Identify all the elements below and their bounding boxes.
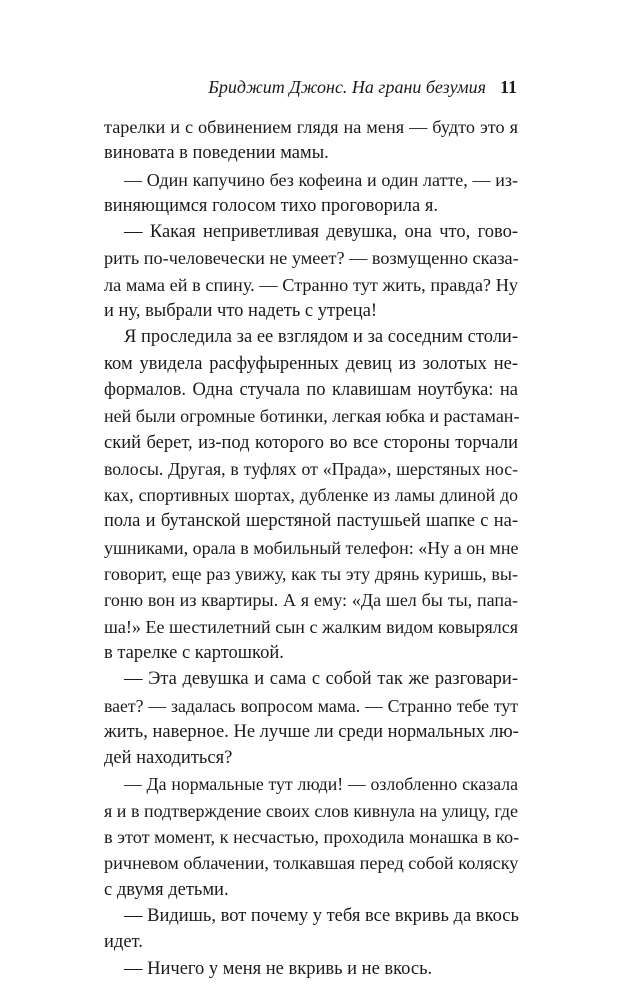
text-line: ский берет, из-под которого во все стороны торчали [104, 432, 518, 453]
body-text [104, 114, 518, 982]
text-line: ла мама ей в спину. — Странно тут жить, правда? Ну [104, 274, 518, 295]
text-line: — Видишь, вот почему у тебя все вкривь да вкось [124, 905, 519, 926]
page-number: 11 [499, 77, 517, 97]
text-line: в тарелке с картошкой. [104, 642, 284, 663]
text-line: ках, спортивных шортах, дубленке из ламы длиной до [104, 485, 518, 506]
text-line: ричневом облачении, толкавшая перед собой коляску [104, 853, 519, 874]
text-line: виняющимся голосом тихо проговорила я. [104, 195, 438, 216]
text-line: вает? — задалась вопросом мама. — Странно тебе тут [104, 695, 518, 716]
text-line: — Один капучино без кофеина и один латте, — из- [124, 169, 518, 190]
text-line: рить по-человечески не умеет? — возмущенно сказа- [104, 248, 519, 269]
text-line: ушниками, орала в мобильный телефон: «Ну а он мне [104, 537, 519, 558]
text-line: с двумя детьми. [104, 879, 229, 900]
text-line: в этот момент, к несчастью, проходила монашка в ко- [104, 827, 520, 848]
text-line: я и в подтверждение своих слов кивнула на улицу, где [104, 800, 518, 821]
text-line: Я проследила за ее взглядом и за соседним столи- [124, 327, 518, 348]
text-line: — Какая неприветливая девушка, она что, гово- [124, 222, 518, 243]
running-title: Бриджит Джонс. На грани безумия [208, 77, 486, 97]
text-line: формалов. Одна стучала по клавишам ноутбука: на [104, 379, 518, 400]
text-line: ша!» Ее шестилетний сын с жалким видом ковырялся [104, 616, 518, 637]
text-line: ком увидела расфуфыренных девиц из золотых не- [104, 353, 518, 374]
text-line: идет. [104, 932, 143, 953]
text-line: виновата в поведении мамы. [104, 143, 329, 164]
running-header [0, 76, 517, 98]
text-line: — Ничего у меня не вкривь и не вкось. [124, 958, 433, 979]
text-line: гоню вон из квартиры. А я ему: «Да шел бы ты, папа- [104, 590, 518, 611]
text-line: тарелки и с обвинением глядя на меня — будто это я [104, 117, 518, 137]
text-line: говорит, еще раз увижу, как ты эту дрянь куришь, вы- [104, 564, 518, 585]
text-line: — Эта девушка и сама с собой так же разговари- [124, 669, 518, 690]
text-line: и ну, выбрали что надеть с утреца! [104, 301, 378, 322]
text-line: пола и бутанской шерстяной пастушьей шапке с на- [104, 511, 518, 532]
text-line: — Да нормальные тут люди! — озлобленно сказала [124, 774, 518, 795]
text-line: ней были огромные ботинки, легкая юбка и растаман- [104, 406, 520, 427]
text-line: волосы. Другая, в туфлях от «Прада», шерстяных нос- [104, 458, 518, 479]
text-line: дей находиться? [104, 748, 233, 769]
text-line: жить, наверное. Не лучше ли среди нормальных лю- [104, 721, 519, 742]
